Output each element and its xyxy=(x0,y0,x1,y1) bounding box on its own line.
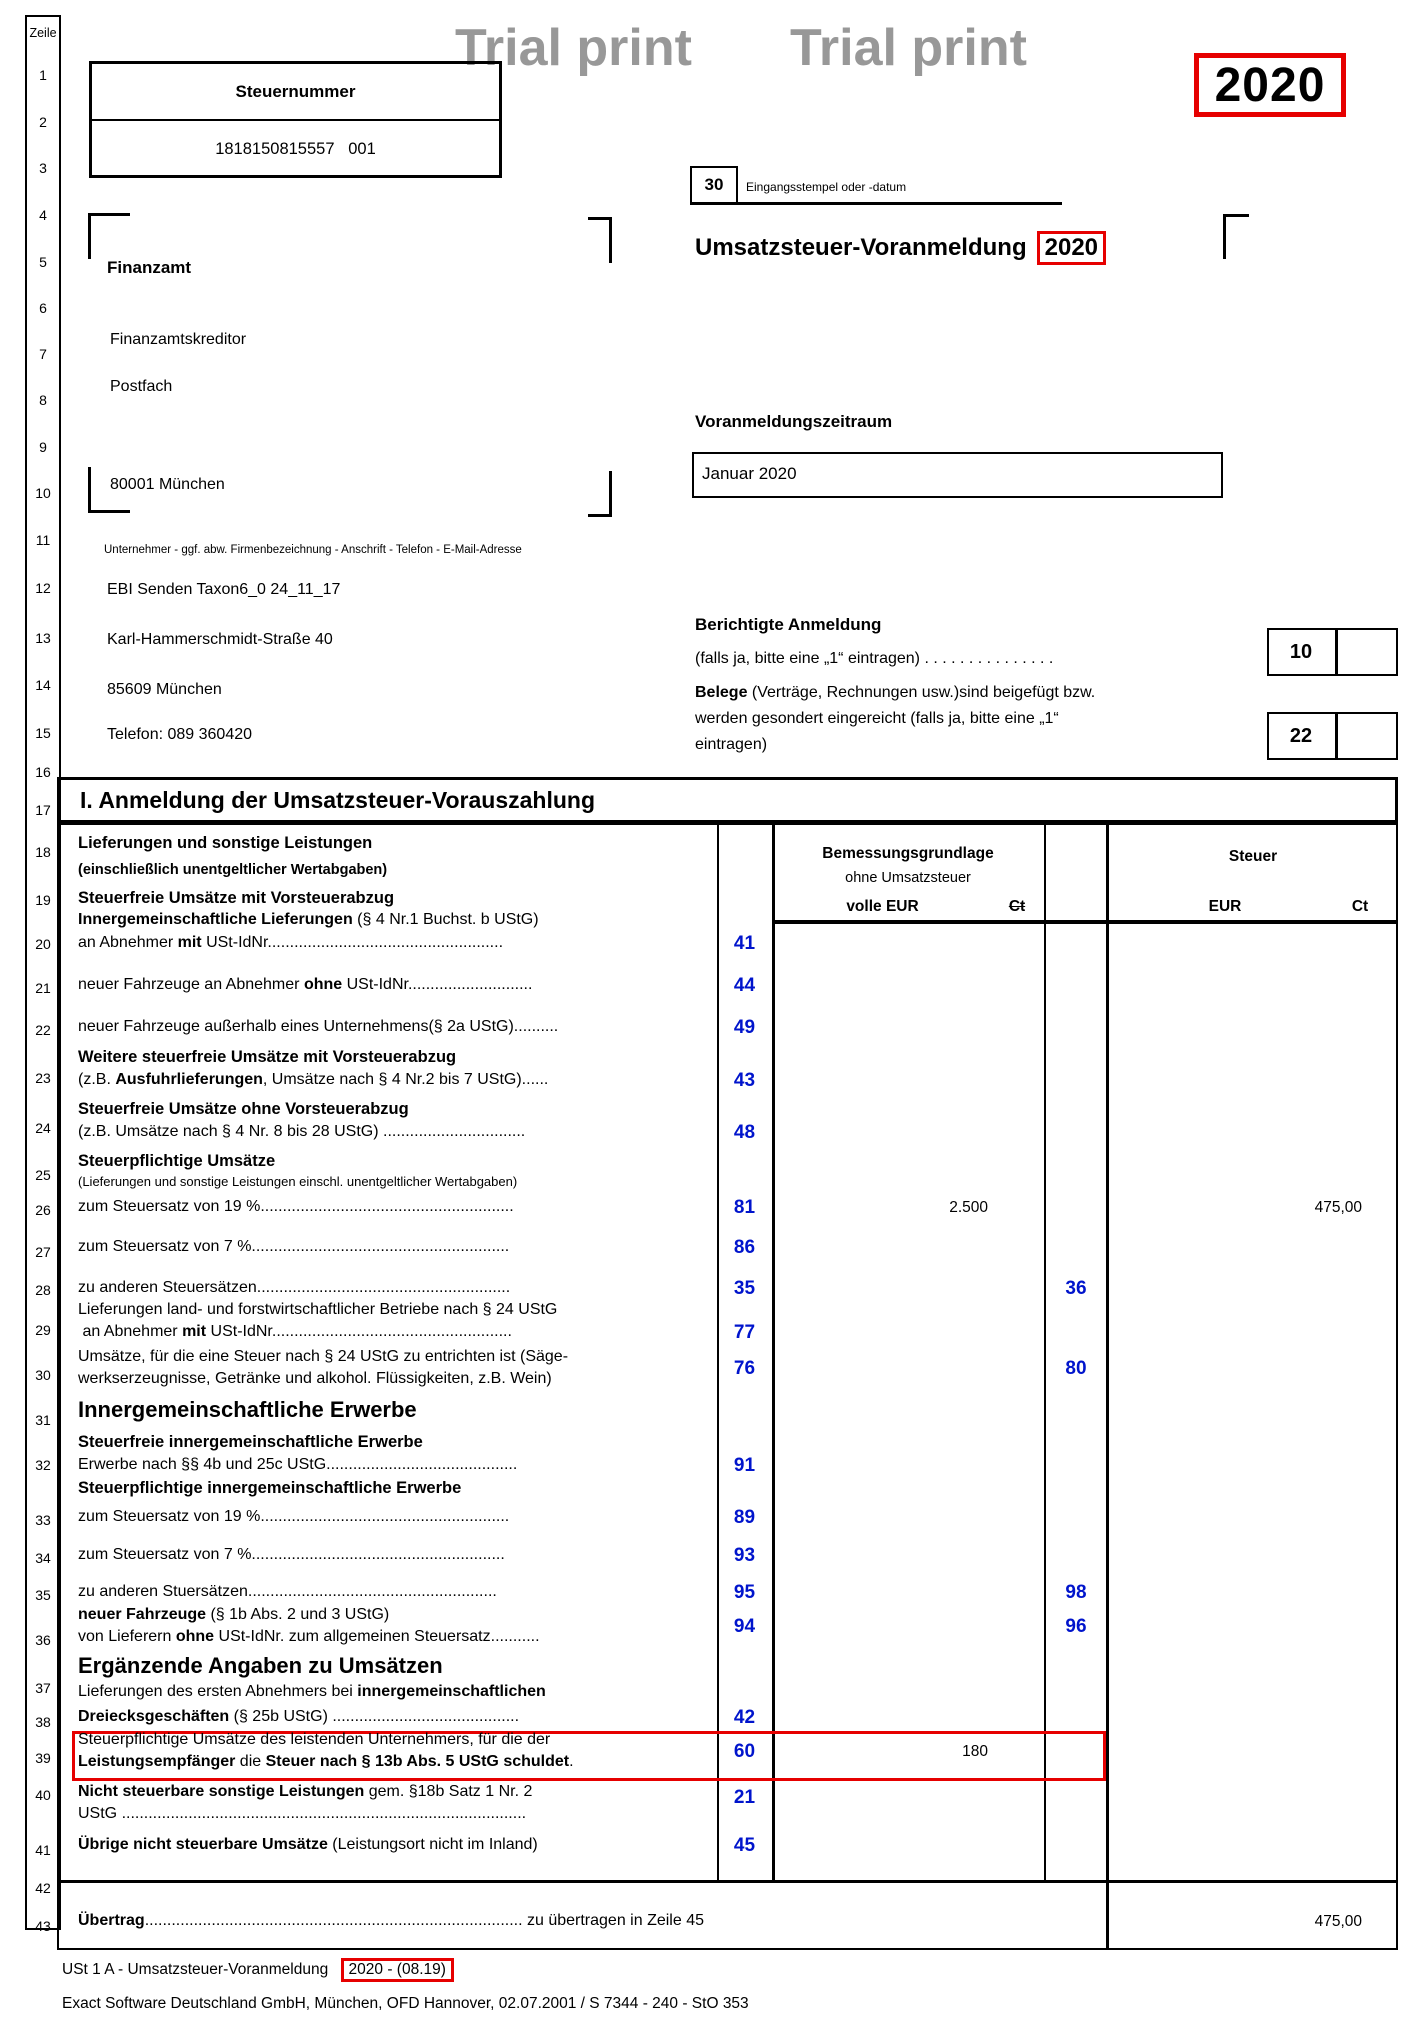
zeile-number: 27 xyxy=(35,1244,51,1260)
form-row-text: (z.B. Ausfuhrlieferungen, Umsätze nach § 4 Nr.2 bis 7 UStG)...... xyxy=(78,1071,549,1088)
year-badge-text: 2020 xyxy=(1214,58,1326,112)
form-row-text: Steuerfreie Umsätze ohne Vorsteuerabzug xyxy=(78,1100,409,1118)
zeile-number: 13 xyxy=(35,630,51,646)
field-code: 43 xyxy=(733,1070,756,1091)
section1-title: I. Anmeldung der Umsatzsteuer-Vorauszahlung xyxy=(80,787,596,813)
zeile-number: 33 xyxy=(35,1512,51,1528)
form-row-text: neuer Fahrzeuge außerhalb eines Unternehmens(§ 2a UStG).......... xyxy=(78,1018,559,1035)
form-row-text: Innergemeinschaftliche Lieferungen (§ 4 Nr.1 Buchst. b UStG) xyxy=(78,911,539,928)
address-line: Finanzamtskreditor xyxy=(110,331,247,348)
corner-mark-bottom-right xyxy=(588,471,612,517)
unternehmer-hint: Unternehmer - ggf. abw. Firmenbezeichnung - Anschrift - Telefon - E-Mail-Adresse xyxy=(104,544,522,556)
steuernummer-label: Steuernummer xyxy=(235,82,356,101)
zeile-label: Zeile xyxy=(29,26,57,40)
zeitraum-label: Voranmeldungszeitraum xyxy=(695,412,893,431)
form-row-text: Lieferungen und sonstige Leistungen xyxy=(78,834,373,852)
zeile-number: 12 xyxy=(35,580,51,596)
berichtigte-hint: (falls ja, bitte eine „1“ eintragen) . . . . . . . . . . . . . . . xyxy=(695,650,1054,667)
form-row-text: zu anderen Stuersätzen........................................................ xyxy=(78,1583,497,1600)
form-row-text: Weitere steuerfreie Umsätze mit Vorsteuerabzug xyxy=(78,1048,457,1066)
zeile-number: 39 xyxy=(35,1750,51,1766)
col-header-volle-eur: volle EUR xyxy=(846,898,919,915)
zeitraum-value: Januar 2020 xyxy=(702,464,797,483)
form-row-text: Innergemeinschaftliche Erwerbe xyxy=(78,1397,417,1422)
zeile-number: 42 xyxy=(35,1880,51,1896)
base-amount-value: 2.500 xyxy=(949,1199,988,1216)
corner-mark-top-right xyxy=(588,217,612,263)
table-line-code-right xyxy=(772,823,775,1880)
form-row-text: an Abnehmer mit USt-IdNr..................................................... xyxy=(78,934,504,951)
steuernummer-divider xyxy=(89,119,502,121)
form-row-text: zu anderen Steuersätzen......................................................... xyxy=(78,1279,511,1296)
zeile-number: 43 xyxy=(35,1918,51,1934)
form-row-text: zum Steuersatz von 19 %........................................................ xyxy=(78,1508,510,1525)
trial-print-watermark: Trial print xyxy=(455,19,692,77)
stamp-code-box xyxy=(690,166,738,204)
field-code-secondary: 36 xyxy=(1065,1278,1087,1299)
form-row-text: zum Steuersatz von 7 %.......................................................... xyxy=(78,1238,510,1255)
field-code: 48 xyxy=(733,1122,756,1143)
zeile-number: 2 xyxy=(39,114,47,130)
field-code: 89 xyxy=(733,1507,756,1528)
field-code: 81 xyxy=(733,1197,756,1218)
belege-bold: Belege xyxy=(695,684,748,701)
form-row-text: Übertrag..................................................................................... zu übertragen in Zeile 45 xyxy=(78,1912,704,1929)
address-line: 80001 München xyxy=(110,476,225,493)
table-header-underline xyxy=(772,920,1398,924)
zeile-number: 4 xyxy=(39,207,47,223)
form-title-year: 2020 xyxy=(1037,231,1106,265)
zeile-number: 25 xyxy=(35,1167,51,1183)
field-code: 93 xyxy=(733,1545,756,1566)
form-row-text: neuer Fahrzeuge an Abnehmer ohne USt-IdNr............................ xyxy=(78,976,533,993)
field-code: 60 xyxy=(733,1741,756,1762)
form-row-text: Steuerfreie Umsätze mit Vorsteuerabzug xyxy=(78,889,395,907)
zeile-number: 23 xyxy=(35,1070,51,1086)
steuernummer-value[interactable]: 1818150815557 001 xyxy=(215,140,376,158)
belege-line2: werden gesondert eingereicht (falls ja, bitte eine „1“ xyxy=(695,710,1059,727)
zeile-number: 29 xyxy=(35,1322,51,1338)
form-title: Umsatzsteuer-Voranmeldung xyxy=(695,234,1027,261)
zeile-number: 37 xyxy=(35,1680,51,1696)
zeile-number: 31 xyxy=(35,1412,51,1428)
corner-mark-top-left xyxy=(88,213,130,259)
zeile-number: 8 xyxy=(39,392,47,408)
footer-line2: Exact Software Deutschland GmbH, München, OFD Hannover, 02.07.2001 / S 7344 - 240 - StO 353 xyxy=(62,1995,749,2012)
field-code: 94 xyxy=(733,1616,756,1637)
corner-mark-title-right xyxy=(1223,214,1249,259)
form-row-text: von Lieferern ohne USt-IdNr. zum allgemeinen Steuersatz........... xyxy=(78,1628,540,1645)
base-amount-value: 180 xyxy=(962,1743,988,1760)
field-code: 35 xyxy=(733,1278,756,1299)
form-title-row xyxy=(695,231,1106,265)
belege-line1-text: (Verträge, Rechnungen usw.)sind beigefügt bzw. xyxy=(747,684,1096,701)
form-row-text: Umsätze, für die eine Steuer nach § 24 UStG zu entrichten ist (Säge- xyxy=(78,1348,569,1365)
field-code: 95 xyxy=(733,1582,756,1603)
field-code-secondary: 98 xyxy=(1065,1582,1087,1603)
form-row-text: Steuerfreie innergemeinschaftliche Erwerbe xyxy=(78,1433,423,1451)
field-code: 42 xyxy=(733,1707,756,1728)
form-row-text: werkserzeugnisse, Getränke und alkohol. Flüssigkeiten, z.B. Wein) xyxy=(78,1370,552,1387)
berichtigte-title: Berichtigte Anmeldung xyxy=(695,615,882,634)
form-row-text: (z.B. Umsätze nach § 4 Nr. 8 bis 28 UStG) ................................ xyxy=(78,1123,526,1140)
form-row-text: Erwerbe nach §§ 4b und 25c UStG........................................... xyxy=(78,1456,518,1473)
zeitraum-input[interactable] xyxy=(692,452,1223,498)
zeile-number: 17 xyxy=(35,802,51,818)
address-line: Karl-Hammerschmidt-Straße 40 xyxy=(107,631,333,648)
col-header-ct-struck: Ct xyxy=(1008,898,1026,915)
year-badge xyxy=(1194,53,1346,117)
zeile-number: 10 xyxy=(35,485,51,501)
belege-code: 22 xyxy=(1289,725,1313,747)
table-line-steuer-left xyxy=(1106,823,1109,1950)
zeile-number: 36 xyxy=(35,1632,51,1648)
zeile-number: 28 xyxy=(35,1282,51,1298)
zeile-number: 9 xyxy=(39,439,47,455)
zeile-number: 30 xyxy=(35,1367,51,1383)
col-header-eur: EUR xyxy=(1208,898,1242,915)
field-code-secondary: 96 xyxy=(1065,1616,1087,1637)
col-header-ct: Ct xyxy=(1351,898,1369,915)
zeile-number: 19 xyxy=(35,892,51,908)
zeile-number: 18 xyxy=(35,844,51,860)
zeile-number: 40 xyxy=(35,1787,51,1803)
form-row-text: an Abnehmer mit USt-IdNr...................................................... xyxy=(78,1323,512,1340)
table-line-base-right xyxy=(1044,823,1046,1880)
zeile-number: 20 xyxy=(35,936,51,952)
berichtigte-code: 10 xyxy=(1289,641,1313,663)
field-code: 91 xyxy=(733,1455,756,1476)
address-line: 85609 München xyxy=(107,681,222,698)
field-code: 86 xyxy=(733,1237,756,1258)
form-row-text: UStG ........................................................................................... xyxy=(78,1805,527,1822)
field-code: 76 xyxy=(733,1358,756,1379)
col-header-bemessung-sub: ohne Umsatzsteuer xyxy=(845,870,971,886)
stamp-underline xyxy=(690,202,1062,205)
field-code: 41 xyxy=(733,933,756,954)
form-row-text: Leistungsempfänger die Steuer nach § 13b Abs. 5 UStG schuldet. xyxy=(78,1753,574,1770)
address-line: Telefon: 089 360420 xyxy=(107,726,253,743)
finanzamt-label: Finanzamt xyxy=(107,258,192,277)
zeile-number: 14 xyxy=(35,677,51,693)
form-row-text: Steuerpflichtige Umsätze des leistenden Unternehmers, für die der xyxy=(78,1731,551,1748)
address-line: EBI Senden Taxon6_0 24_11_17 xyxy=(107,581,341,598)
field-code: 49 xyxy=(733,1017,756,1038)
zeile-number: 38 xyxy=(35,1714,51,1730)
belege-line1 xyxy=(695,684,1095,702)
zeile-number: 22 xyxy=(35,1022,51,1038)
form-row-text: Steuerpflichtige innergemeinschaftliche Erwerbe xyxy=(78,1479,462,1497)
zeile-number: 32 xyxy=(35,1457,51,1473)
zeile-number: 5 xyxy=(39,254,47,270)
zeile-number: 6 xyxy=(39,300,47,316)
form-row-text: Lieferungen des ersten Abnehmers bei innergemeinschaftlichen xyxy=(78,1683,546,1700)
stamp-code: 30 xyxy=(704,175,724,194)
stamp-label: Eingangsstempel oder -datum xyxy=(746,180,907,194)
zeile-number: 7 xyxy=(39,346,47,362)
belege-input-cell[interactable] xyxy=(1337,712,1398,760)
form-row-text: zum Steuersatz von 19 %......................................................... xyxy=(78,1198,514,1215)
table-uebertrag-topline xyxy=(57,1880,1398,1883)
field-code: 45 xyxy=(733,1835,756,1856)
form-row-text: (einschließlich unentgeltlicher Wertabgaben) xyxy=(78,862,388,878)
berichtigte-input-cell[interactable] xyxy=(1337,628,1398,676)
form-row-text: zum Steuersatz von 7 %......................................................... xyxy=(78,1546,505,1563)
form-row-text: Ergänzende Angaben zu Umsätzen xyxy=(78,1653,443,1678)
field-code-secondary: 80 xyxy=(1065,1358,1087,1379)
form-row-text: neuer Fahrzeuge (§ 1b Abs. 2 und 3 UStG) xyxy=(78,1606,390,1623)
field-code: 77 xyxy=(733,1322,756,1343)
footer-line1 xyxy=(62,1958,454,1982)
tax-amount-value: 475,00 xyxy=(1314,1199,1362,1216)
address-line: Postfach xyxy=(110,378,173,395)
zeile-number: 34 xyxy=(35,1550,51,1566)
zeile-number: 16 xyxy=(35,764,51,780)
form-row-text: Steuerpflichtige Umsätze xyxy=(78,1152,276,1170)
field-code: 21 xyxy=(733,1787,756,1808)
belege-line3: eintragen) xyxy=(695,736,768,753)
footer-version-badge: 2020 - (08.19) xyxy=(341,1958,454,1982)
zeile-number: 3 xyxy=(39,160,47,176)
form-row-text: (Lieferungen und sonstige Leistungen einschl. unentgeltlicher Wertabgaben) xyxy=(78,1174,518,1189)
zeile-number: 26 xyxy=(35,1202,51,1218)
form-row-text: Nicht steuerbare sonstige Leistungen gem. §18b Satz 1 Nr. 2 xyxy=(78,1783,533,1800)
trial-print-watermark: Trial print xyxy=(790,19,1027,77)
zeile-number: 35 xyxy=(35,1587,51,1603)
field-code: 44 xyxy=(733,975,756,996)
zeile-number: 11 xyxy=(35,532,51,548)
form-row-text: Übrige nicht steuerbare Umsätze (Leistungsort nicht im Inland) xyxy=(78,1836,538,1853)
col-header-bemessung: Bemessungsgrundlage xyxy=(822,845,994,862)
footer-form-id: USt 1 A - Umsatzsteuer-Voranmeldung xyxy=(62,1961,333,1978)
zeile-number: 41 xyxy=(35,1842,51,1858)
tax-amount-value: 475,00 xyxy=(1314,1913,1362,1930)
zeile-number: 24 xyxy=(35,1120,51,1136)
col-header-steuer: Steuer xyxy=(1228,848,1278,865)
zeile-number: 1 xyxy=(39,67,47,83)
form-row-text: Lieferungen land- und forstwirtschaftlicher Betriebe nach § 24 UStG xyxy=(78,1301,558,1318)
zeile-number: 21 xyxy=(35,980,51,996)
zeile-number: 15 xyxy=(35,725,51,741)
form-row-text: Dreiecksgeschäften (§ 25b UStG) .......................................... xyxy=(78,1708,520,1725)
